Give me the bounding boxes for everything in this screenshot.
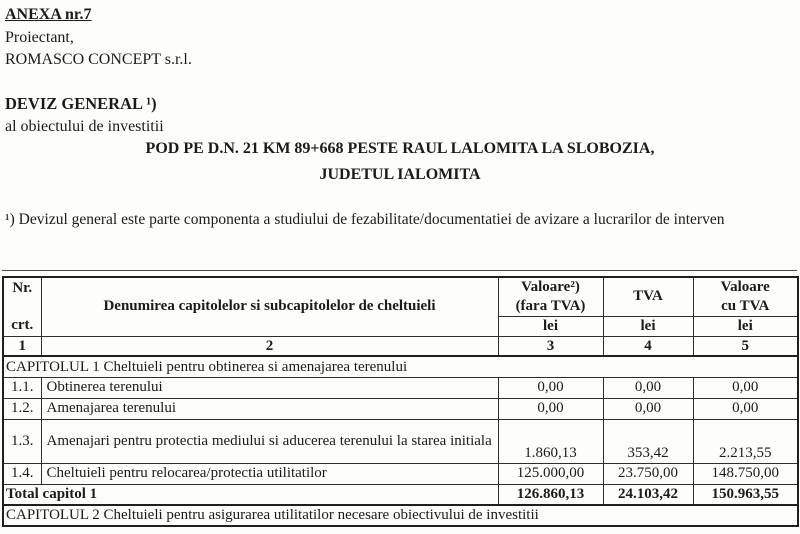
colnum-5: 5: [693, 336, 798, 356]
header-tva: TVA: [603, 277, 693, 316]
header-valoare-cu-tva: [693, 277, 798, 316]
chapter2-row: [3, 505, 798, 526]
header-valoare-fara-tva: [498, 277, 603, 316]
row-1-1-valoare-cu-tva: 0,00: [693, 377, 798, 398]
unit-lei-col3: lei: [498, 316, 603, 336]
row-1-1-tva: 0,00: [603, 377, 693, 398]
row-1-3-tva: 353,42: [603, 419, 693, 463]
header-valoare-cu-line2: cu TVA: [721, 297, 770, 314]
row-1-4-valoare: 125.000,00: [498, 463, 603, 484]
designer-label: Proiectant,: [5, 29, 74, 46]
table-row: [3, 377, 798, 398]
chapter1-title: CAPITOLUL 1 Cheltuieli pentru obtinerea si amenajarea terenului: [3, 356, 798, 377]
row-1-3-nr: 1.3.: [3, 419, 41, 463]
document-title: DEVIZ GENERAL ¹): [5, 94, 157, 113]
header-row-main: [3, 277, 798, 316]
header-valoare-cu-line1: Valoare: [720, 279, 770, 295]
header-denumire: Denumirea capitolelor si subcapitolelor de cheltuieli: [41, 277, 498, 336]
document-subtitle: al obiectului de investitii: [5, 118, 164, 135]
table-row: [3, 419, 798, 463]
row-1-3-valoare: 1.860,13: [498, 419, 603, 463]
table-top-rule: [2, 270, 797, 271]
total-chapter1-label: Total capitol 1: [3, 484, 498, 505]
annex-label: ANEXA nr.7: [5, 6, 92, 23]
colnum-2: 2: [41, 336, 498, 356]
footnote-text: ¹) Devizul general este parte componenta a studiului de fezabilitate/documentatiei de avizare a lucrarilor de interven: [5, 211, 725, 228]
row-1-1-nr: 1.1.: [3, 377, 41, 398]
total-chapter1-row: [3, 484, 798, 505]
row-1-4-nr: 1.4.: [3, 463, 41, 484]
header-valoare-line2: (fara TVA): [515, 297, 586, 314]
row-1-2-nr: 1.2.: [3, 398, 41, 419]
total-chapter1-valoare: 126.860,13: [498, 484, 603, 505]
chapter1-row: [3, 356, 798, 377]
unit-lei-col5: lei: [693, 316, 798, 336]
header-crt: crt.: [11, 317, 34, 333]
cost-estimate-table: [2, 276, 799, 527]
row-1-4-name: Cheltuieli pentru relocarea/protectia utilitatilor: [41, 463, 498, 484]
header-nr-crt: [3, 277, 41, 336]
chapter2-title: CAPITOLUL 2 Cheltuieli pentru asigurarea utilitatilor necesare obiectivului de investitii: [3, 505, 798, 526]
colnum-4: 4: [603, 336, 693, 356]
designer-company-name: ROMASCO CONCEPT s.r.l.: [5, 51, 192, 68]
total-chapter1-valoare-cu-tva: 150.963,55: [693, 484, 798, 505]
table-row: [3, 463, 798, 484]
header-valoare-line1: Valoare²): [521, 279, 580, 295]
row-1-4-valoare-cu-tva: 148.750,00: [693, 463, 798, 484]
row-1-3-name: Amenajari pentru protectia mediului si aducerea terenului la starea initiala: [41, 419, 498, 463]
total-chapter1-tva: 24.103,42: [603, 484, 693, 505]
colnum-3: 3: [498, 336, 603, 356]
investment-object-title-line1: POD PE D.N. 21 KM 89+668 PESTE RAUL LALOMITA LA SLOBOZIA,: [145, 140, 655, 157]
colnum-1: 1: [3, 336, 41, 356]
header-row-column-numbers: [3, 336, 798, 356]
cost-estimate-table-wrap: [2, 276, 799, 527]
row-1-1-name: Obtinerea terenului: [41, 377, 498, 398]
row-1-2-name: Amenajarea terenului: [41, 398, 498, 419]
header-nr: Nr.: [12, 279, 33, 296]
row-1-1-valoare: 0,00: [498, 377, 603, 398]
investment-object-title-line2: JUDETUL IALOMITA: [319, 166, 481, 183]
unit-lei-col4: lei: [603, 316, 693, 336]
row-1-2-valoare-cu-tva: 0,00: [693, 398, 798, 419]
row-1-3-valoare-cu-tva: 2.213,55: [693, 419, 798, 463]
row-1-2-tva: 0,00: [603, 398, 693, 419]
row-1-2-valoare: 0,00: [498, 398, 603, 419]
table-row: [3, 398, 798, 419]
row-1-4-tva: 23.750,00: [603, 463, 693, 484]
